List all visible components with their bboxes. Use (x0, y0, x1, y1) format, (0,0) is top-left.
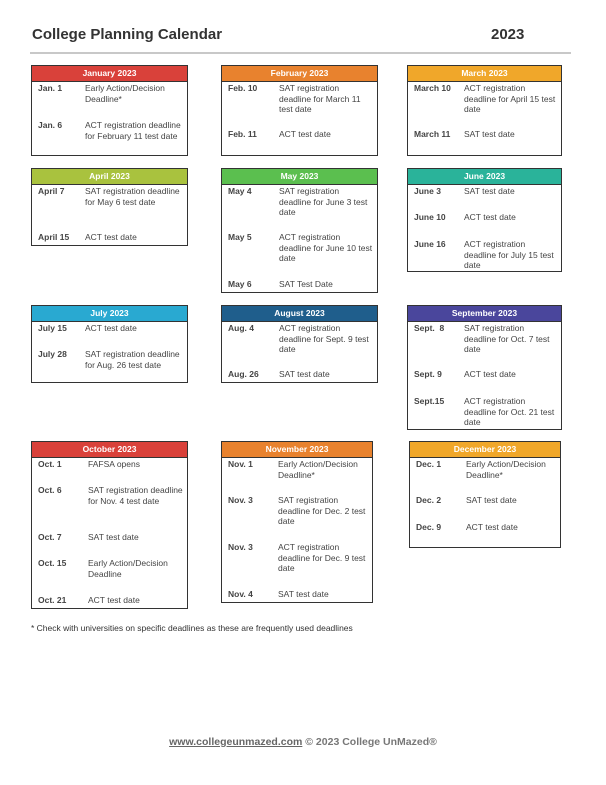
entry-date: Sept. 9 (414, 369, 442, 379)
entry-text: ACT registration deadline for February 11 test date (85, 120, 181, 141)
entry-text: ACT test date (464, 369, 516, 379)
entry-date: Jan. 1 (38, 83, 63, 93)
calendar-entry (222, 459, 372, 483)
entry-text: SAT test date (88, 532, 139, 542)
month-card-january (31, 65, 188, 156)
calendar-entry (222, 589, 372, 603)
entry-date: Dec. 2 (416, 495, 442, 505)
entry-date: May 4 (228, 186, 252, 196)
calendar-entry (222, 129, 377, 143)
entry-date: Nov. 4 (228, 589, 253, 599)
entry-text: ACT test date (279, 129, 331, 139)
calendar-entry (408, 396, 561, 430)
entry-date: Oct. 7 (38, 532, 62, 542)
title-divider (30, 52, 571, 54)
entry-date: Oct. 21 (38, 595, 67, 605)
entry-text: FAFSA opens (88, 459, 140, 469)
calendar-entry (410, 495, 560, 509)
entry-date: Sept.15 (414, 396, 445, 406)
entry-date: May 6 (228, 279, 252, 289)
entry-date: Feb. 11 (228, 129, 257, 139)
month-card-may (221, 168, 378, 293)
entry-date: Nov. 1 (228, 459, 253, 469)
entry-text: SAT test date (466, 495, 517, 505)
month-header: May 2023 (222, 169, 377, 185)
month-card-september (407, 305, 562, 430)
calendar-entry (32, 532, 187, 546)
calendar-entry (222, 369, 377, 383)
entry-text: ACT test date (464, 212, 516, 222)
entry-text: SAT test date (279, 369, 330, 379)
month-header: November 2023 (222, 442, 372, 458)
entry-text: ACT registration deadline for Sept. 9 test date (279, 323, 369, 354)
entry-date: June 3 (414, 186, 441, 196)
entry-text: SAT registration deadline for Nov. 4 test date (88, 485, 183, 506)
entry-date: Dec. 9 (416, 522, 442, 532)
entry-date: April 15 (38, 232, 70, 242)
month-header: August 2023 (222, 306, 377, 322)
entry-date: Oct. 6 (38, 485, 62, 495)
calendar-entry (32, 485, 187, 519)
entry-text: ACT registration deadline for Dec. 9 test date (278, 542, 366, 573)
entry-text: SAT registration deadline for Dec. 2 test date (278, 495, 366, 526)
calendar-entry (222, 279, 377, 293)
calendar-entry (408, 369, 561, 383)
calendar-entry (408, 212, 561, 226)
entry-date: May 5 (228, 232, 252, 242)
calendar-entry (222, 83, 377, 117)
calendar-entry (222, 323, 377, 357)
entry-text: Early Action/Decision Deadline* (466, 459, 546, 480)
month-card-july (31, 305, 188, 383)
entry-text: Early Action/Decision Deadline* (278, 459, 358, 480)
month-card-october (31, 441, 188, 609)
entry-text: ACT test date (85, 323, 137, 333)
entry-date: Dec. 1 (416, 459, 442, 469)
entry-text: ACT registration deadline for July 15 test date (464, 239, 554, 270)
entry-text: SAT registration deadline for June 3 test date (279, 186, 368, 217)
calendar-entry (408, 239, 561, 273)
entry-text: SAT test date (278, 589, 329, 599)
entry-date: Oct. 15 (38, 558, 67, 568)
entry-date: June 10 (414, 212, 446, 222)
page-title: College Planning Calendar (32, 26, 223, 43)
month-header: October 2023 (32, 442, 187, 458)
entry-text: ACT registration deadline for June 10 test date (279, 232, 373, 263)
entry-text: SAT test date (464, 186, 515, 196)
website-link[interactable]: www.collegeunmazed.com (169, 736, 303, 748)
calendar-entry (32, 595, 187, 609)
entry-text: Early Action/Decision Deadline (88, 558, 168, 579)
calendar-entry (222, 186, 377, 220)
month-header: March 2023 (408, 66, 561, 82)
month-card-november (221, 441, 373, 603)
month-header: December 2023 (410, 442, 560, 458)
entry-date: Feb. 10 (228, 83, 258, 93)
calendar-entry (410, 522, 560, 536)
calendar-entry (410, 459, 560, 483)
entry-date: Jan. 6 (38, 120, 63, 130)
entry-date: Aug. 26 (228, 369, 259, 379)
entry-date: July 28 (38, 349, 67, 359)
calendar-entry (32, 459, 187, 473)
entry-text: ACT test date (88, 595, 140, 605)
month-card-december (409, 441, 561, 548)
entry-text: ACT test date (466, 522, 518, 532)
month-card-april (31, 168, 188, 246)
calendar-entry (408, 129, 561, 143)
footnote: * Check with universities on specific deadlines as these are frequently used deadlines (31, 623, 353, 633)
month-header: July 2023 (32, 306, 187, 322)
copyright-text: © 2023 College UnMazed® (302, 736, 437, 748)
entry-text: SAT test date (464, 129, 515, 139)
calendar-entry (408, 186, 561, 200)
calendar-entry (408, 323, 561, 357)
month-card-june (407, 168, 562, 272)
calendar-entry (222, 232, 377, 266)
entry-date: Nov. 3 (228, 495, 253, 505)
entry-date: Oct. 1 (38, 459, 62, 469)
footer (0, 736, 606, 748)
month-header: February 2023 (222, 66, 377, 82)
entry-date: Nov. 3 (228, 542, 253, 552)
entry-text: SAT registration deadline for Aug. 26 test date (85, 349, 180, 370)
entry-date: Aug. 4 (228, 323, 254, 333)
entry-date: July 15 (38, 323, 67, 333)
entry-text: ACT registration deadline for April 15 test date (464, 83, 556, 114)
entry-text: SAT registration deadline for Oct. 7 test date (464, 323, 550, 354)
entry-text: SAT registration deadline for May 6 test date (85, 186, 180, 207)
month-header: January 2023 (32, 66, 187, 82)
entry-text: ACT registration deadline for Oct. 21 test date (464, 396, 555, 427)
entry-text: Early Action/Decision Deadline* (85, 83, 165, 104)
month-header: April 2023 (32, 169, 187, 185)
month-card-august (221, 305, 378, 383)
calendar-entry (32, 186, 187, 220)
calendar-entry (32, 349, 187, 383)
calendar-entry (32, 558, 187, 582)
month-card-march (407, 65, 562, 156)
entry-date: Sept. 8 (414, 323, 445, 333)
calendar-entry (32, 120, 187, 154)
calendar-entry (32, 323, 187, 337)
entry-text: ACT test date (85, 232, 137, 242)
month-header: June 2023 (408, 169, 561, 185)
entry-text: SAT registration deadline for March 11 test date (279, 83, 361, 114)
entry-date: June 16 (414, 239, 446, 249)
entry-date: April 7 (38, 186, 65, 196)
entry-text: SAT Test Date (279, 279, 333, 289)
month-header: September 2023 (408, 306, 561, 322)
month-card-february (221, 65, 378, 156)
entry-date: March 11 (414, 129, 451, 139)
calendar-entry (222, 542, 372, 576)
calendar-entry (222, 495, 372, 529)
calendar-entry (408, 83, 561, 117)
calendar-entry (32, 232, 187, 246)
page-year: 2023 (491, 26, 525, 43)
calendar-entry (32, 83, 187, 113)
entry-date: March 10 (414, 83, 451, 93)
